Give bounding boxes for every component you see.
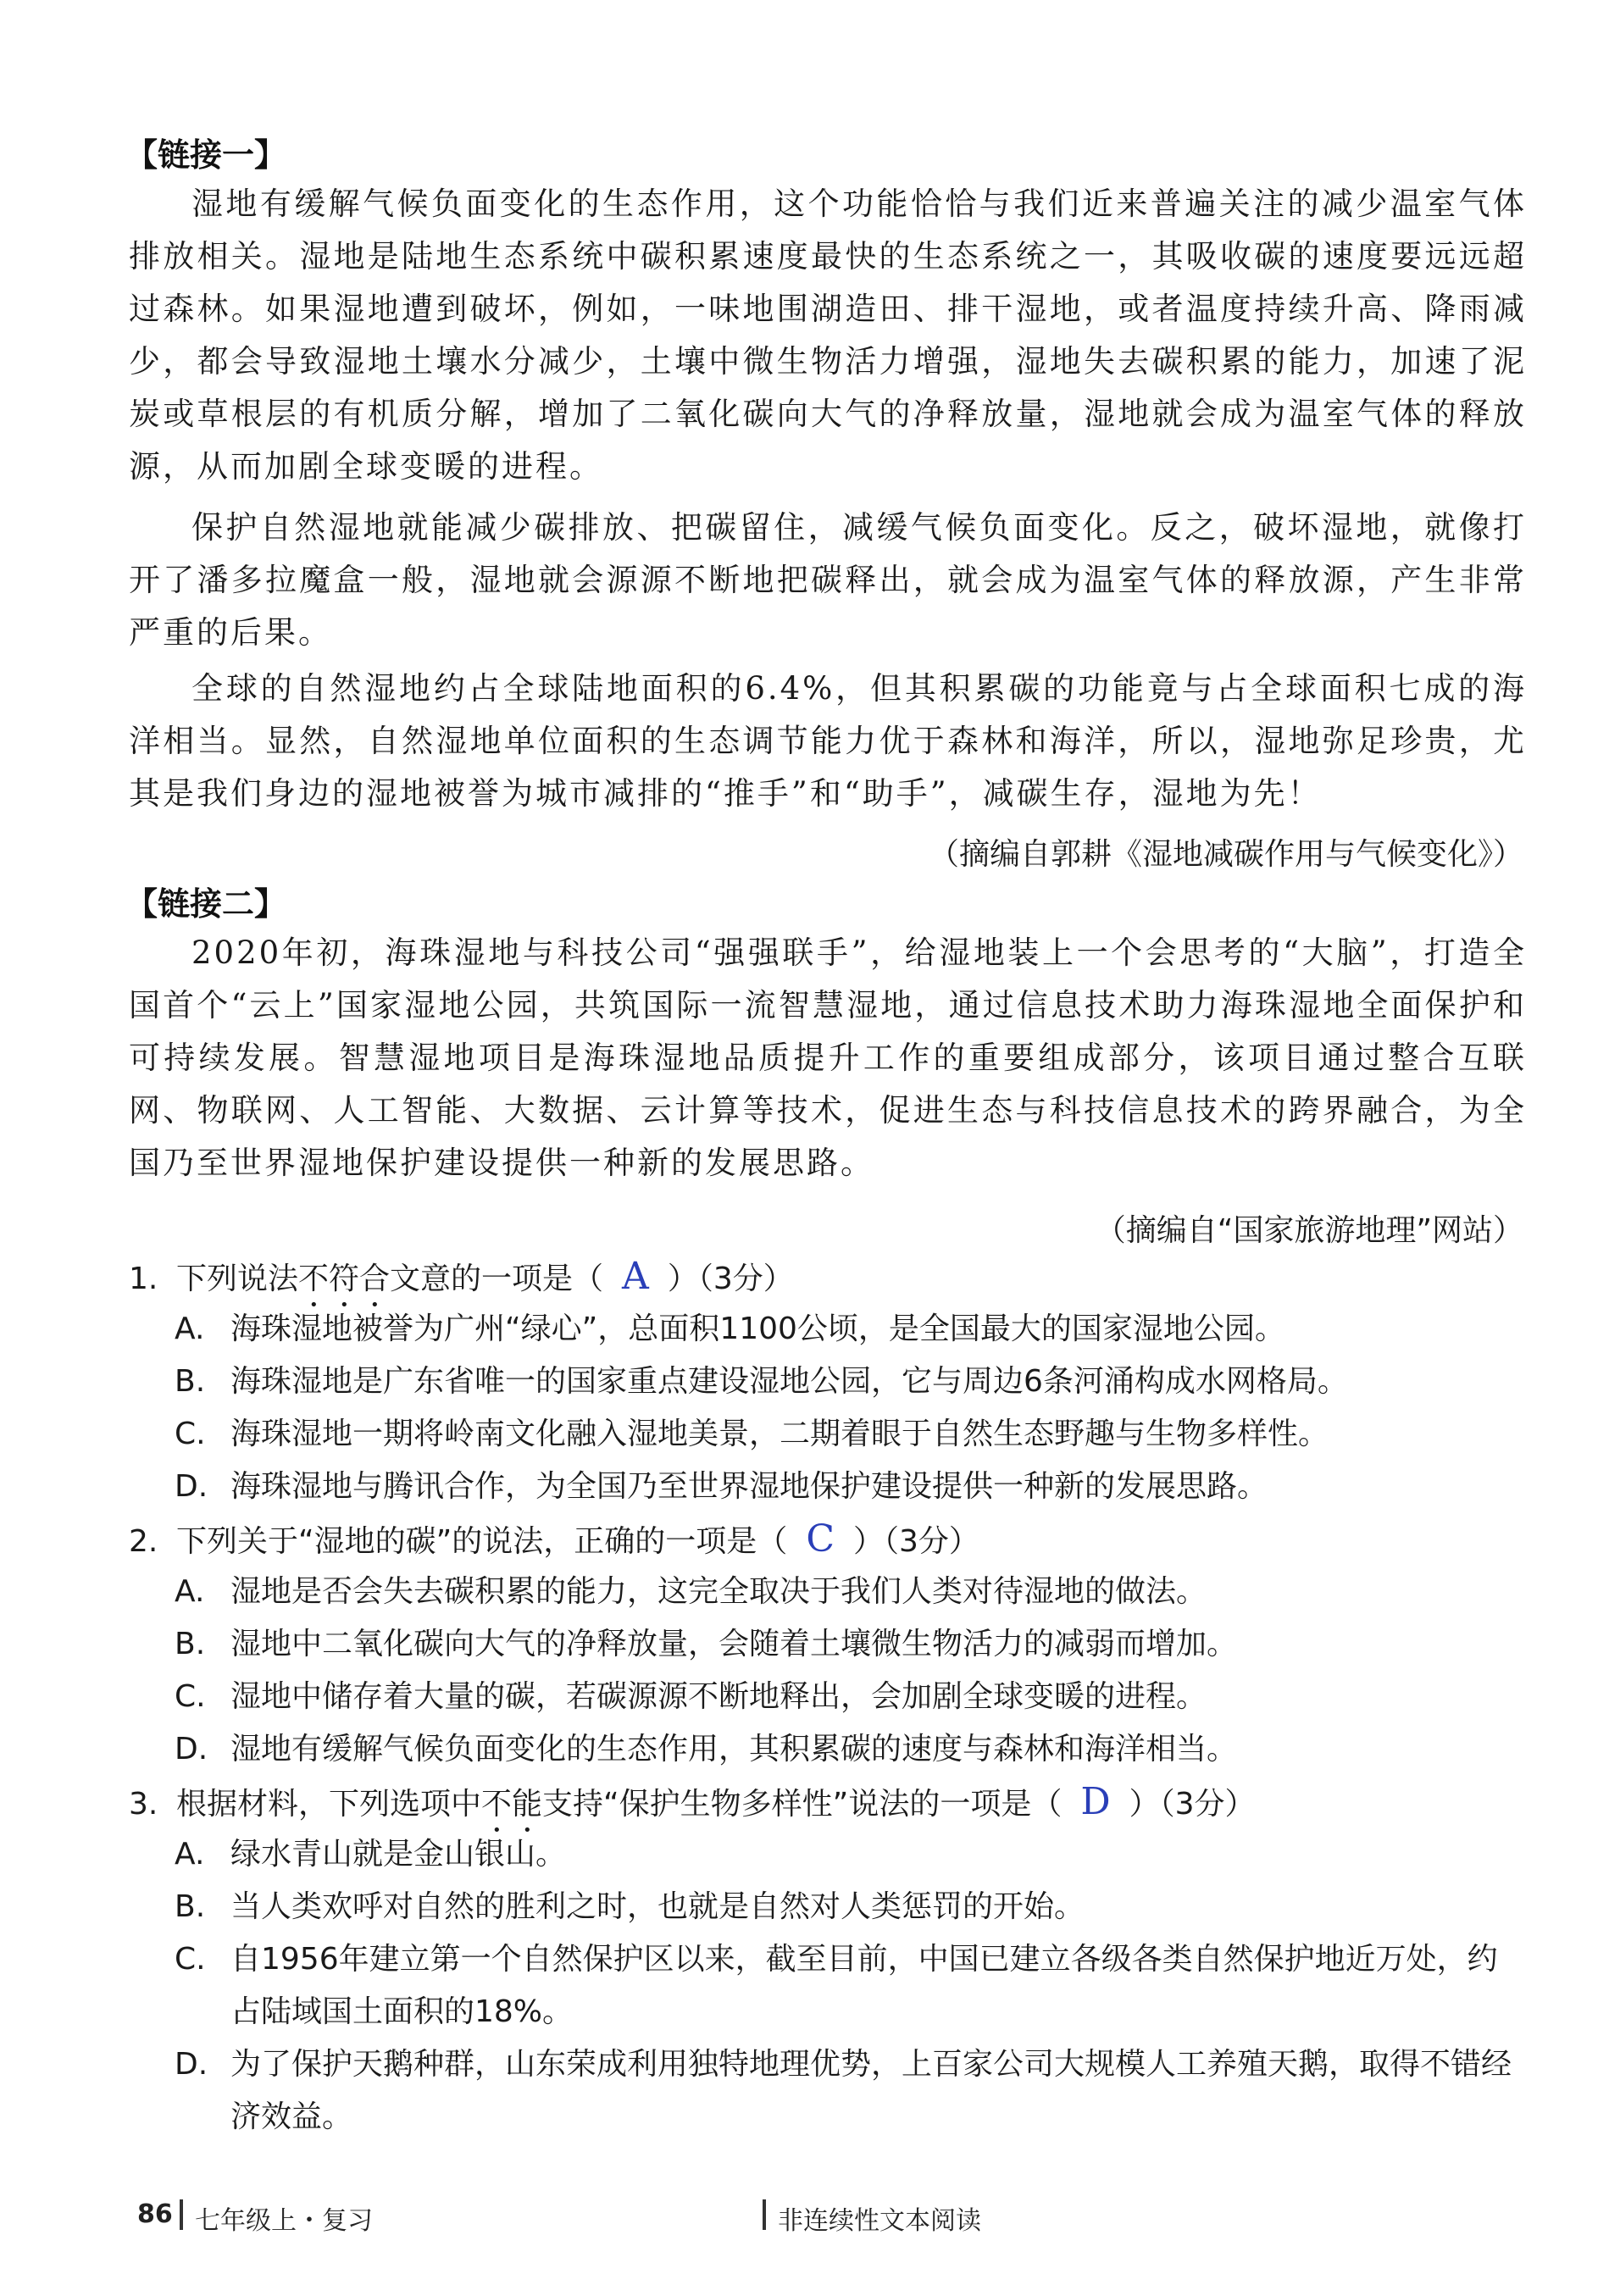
question-stem-emphasis: 不能 xyxy=(481,1787,543,1822)
question-stem: 文意的一项是（ xyxy=(390,1262,604,1296)
question-stem-emphasis: 不符合 xyxy=(298,1262,391,1296)
question-stem: 根据材料，下列选项中 xyxy=(176,1787,482,1822)
option-text: 当人类欢呼对自然的胜利之时，也就是自然对人类惩罚的开始。 xyxy=(230,1889,1085,1924)
question-number: 3. xyxy=(129,1787,158,1822)
option-letter: C. xyxy=(175,1679,206,1714)
question-3-option-c xyxy=(175,1933,1530,2038)
question-score: ）（3分） xyxy=(667,1262,794,1296)
option-letter: B. xyxy=(175,1364,206,1399)
handwritten-answer: C xyxy=(806,1517,835,1561)
question-stem: 下列关于“湿地的碳”的说法，正确的一项是（ xyxy=(176,1524,788,1559)
question-score: ）（3分） xyxy=(852,1524,979,1559)
link1-paragraph-2: 保护自然湿地就能减少碳排放、把碳留住，减缓气候负面变化。反之，破坏湿地，就像打开了潘多拉魔盒一般，湿地就会源源不断地把碳释出，就会成为温室气体的释放源，产生非常严重的后果。 xyxy=(129,509,1527,651)
option-letter: A. xyxy=(175,1312,205,1346)
link2-label: 【链接二】 xyxy=(125,885,287,923)
link2-paragraph-1: 2020年初，海珠湿地与科技公司“强强联手”，给湿地装上一个会思考的“大脑”，打造全国首个“云上”国家湿地公园，共筑国际一流智慧湿地，通过信息技术助力海珠湿地全面保护和可持续发展。智慧湿地项目是海珠湿地品质提升工作的重要组成部分，该项目通过整合互联网、物联网、人工智能、大数据、云计算等技术，促进生态与科技信息技术的跨界融合，为全国乃至世界湿地保护建设提供一种新的发展思路。 xyxy=(129,934,1527,1181)
question-2-option-a xyxy=(175,1566,1530,1618)
question-1-option-b xyxy=(175,1356,1530,1408)
footer-divider xyxy=(763,2199,766,2230)
question-3-option-b xyxy=(175,1881,1530,1933)
question-2-option-c xyxy=(175,1671,1530,1723)
option-letter: D. xyxy=(175,2047,208,2082)
option-text: 湿地有缓解气候负面变化的生态作用，其积累碳的速度与森林和海洋相当。 xyxy=(230,1732,1238,1766)
option-text: 为了保护天鹅种群，山东荣成利用独特地理优势，上百家公司大规模人工养殖天鹅，取得不错经济效益。 xyxy=(230,2047,1512,2134)
option-letter: D. xyxy=(175,1469,208,1504)
option-letter: B. xyxy=(175,1889,206,1924)
question-stem: 支持“保护生物多样性”说法的一项是（ xyxy=(542,1787,1063,1822)
option-text: 湿地是否会失去碳积累的能力，这完全取决于我们人类对待湿地的做法。 xyxy=(230,1574,1207,1609)
option-text: 海珠湿地一期将岭南文化融入湿地美景，二期着眼于自然生态野趣与生物多样性。 xyxy=(230,1417,1329,1451)
option-text: 自1956年建立第一个自然保护区以来，截至目前，中国已建立各级各类自然保护地近万处，约占陆域国土面积的18%。 xyxy=(230,1942,1498,2029)
question-2 xyxy=(129,1513,1527,1568)
question-1-option-c xyxy=(175,1408,1530,1461)
footer-divider xyxy=(180,2199,183,2230)
option-letter: A. xyxy=(175,1837,205,1872)
question-score: ）（3分） xyxy=(1129,1787,1256,1822)
question-2-option-d xyxy=(175,1723,1530,1776)
question-stem: 下列说法 xyxy=(176,1262,299,1296)
link1-source: （摘编自郭耕《湿地减碳作用与气候变化》） xyxy=(928,837,1523,872)
link2-source: （摘编自“国家旅游地理”网站） xyxy=(1095,1213,1523,1248)
question-3-option-d xyxy=(175,2038,1530,2143)
option-text: 湿地中储存着大量的碳，若碳源源不断地释出，会加剧全球变暖的进程。 xyxy=(230,1679,1207,1714)
link1-paragraph-1: 湿地有缓解气候负面变化的生态作用，这个功能恰恰与我们近来普遍关注的减少温室气体排放相关。湿地是陆地生态系统中碳积累速度最快的生态系统之一，其吸收碳的速度要远远超过森林。如果湿地遭到破坏，例如，一味地围湖造田、排干湿地，或者温度持续升高、降雨减少，都会导致湿地土壤水分减少，土壤中微生物活力增强，湿地失去碳积累的能力，加速了泥炭或草根层的有机质分解，增加了二氧化碳向大气的净释放量，湿地就会成为温室气体的释放源，从而加剧全球变暖的进程。 xyxy=(129,186,1527,485)
footer-grade: 七年级上・复习 xyxy=(195,2206,373,2236)
option-text: 绿水青山就是金山银山。 xyxy=(230,1837,567,1872)
question-2-option-b xyxy=(175,1618,1530,1671)
footer-section: 非连续性文本阅读 xyxy=(778,2206,981,2236)
footer-page-number: 86 xyxy=(137,2199,173,2229)
handwritten-answer: D xyxy=(1080,1780,1111,1823)
question-1-option-a xyxy=(175,1303,1530,1356)
option-text: 海珠湿地与腾讯合作，为全国乃至世界湿地保护建设提供一种新的发展思路。 xyxy=(230,1469,1268,1504)
question-number: 2. xyxy=(129,1524,158,1559)
handwritten-answer: A xyxy=(622,1255,649,1298)
option-letter: A. xyxy=(175,1574,205,1609)
link1-paragraph-3: 全球的自然湿地约占全球陆地面积的6.4%，但其积累碳的功能竟与占全球面积七成的海洋相当。显然，自然湿地单位面积的生态调节能力优于森林和海洋，所以，湿地弥足珍贵，尤其是我们身边的湿地被誉为城市减排的“推手”和“助手”，减碳生存，湿地为先！ xyxy=(129,670,1527,812)
option-text: 海珠湿地被誉为广州“绿心”，总面积1100公顷，是全国最大的国家湿地公园。 xyxy=(230,1312,1285,1346)
option-letter: C. xyxy=(175,1417,206,1451)
link1-label: 【链接一】 xyxy=(125,136,287,174)
option-letter: C. xyxy=(175,1942,206,1977)
question-number: 1. xyxy=(129,1262,158,1296)
question-1-option-d xyxy=(175,1461,1530,1513)
question-3-option-a xyxy=(175,1828,1530,1881)
option-text: 海珠湿地是广东省唯一的国家重点建设湿地公园，它与周边6条河涌构成水网格局。 xyxy=(230,1364,1348,1399)
option-text: 湿地中二氧化碳向大气的净释放量，会随着土壤微生物活力的减弱而增加。 xyxy=(230,1627,1238,1661)
option-letter: D. xyxy=(175,1732,208,1766)
option-letter: B. xyxy=(175,1627,206,1661)
